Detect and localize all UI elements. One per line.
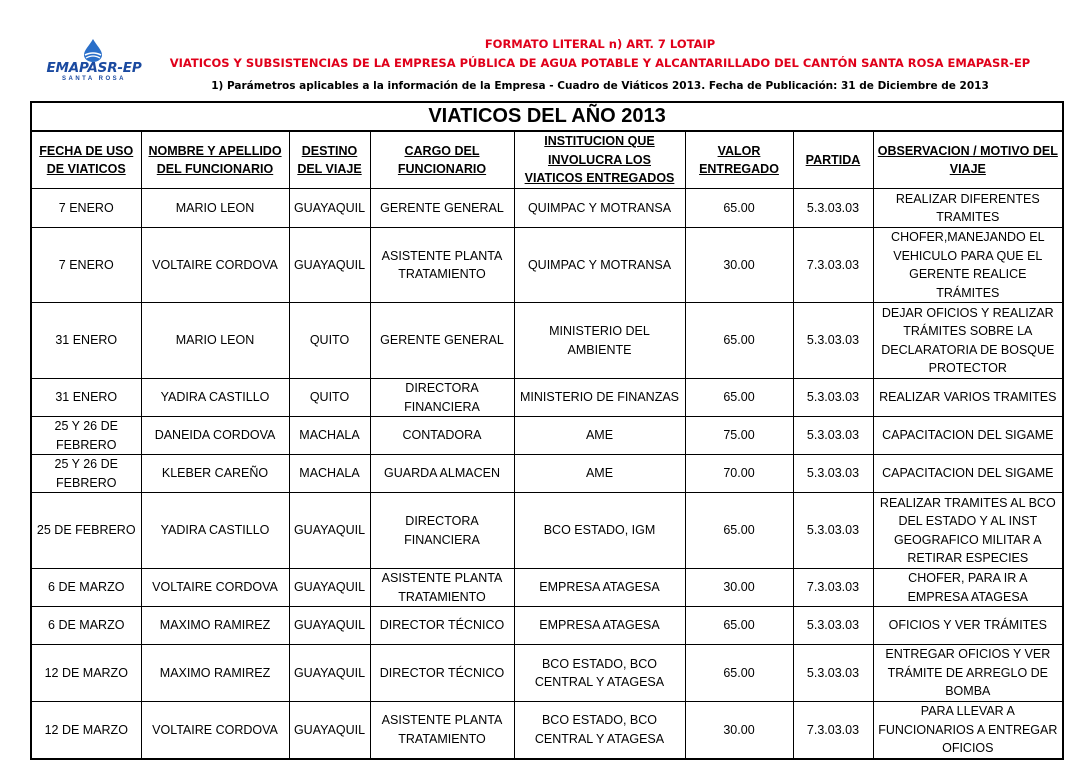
observacion-cell: ENTREGAR OFICIOS Y VER TRÁMITE DE ARREGLO DE BOMBA <box>873 645 1063 702</box>
fecha-cell: 25 DE FEBRERO <box>31 493 141 569</box>
observacion-cell: CHOFER, PARA IR A EMPRESA ATAGESA <box>873 569 1063 607</box>
table-title: VIATICOS DEL AÑO 2013 <box>31 102 1063 131</box>
table-row <box>31 189 1063 228</box>
publication-info: 1) Parámetros aplicables a la información de la Empresa - Cuadro de Viáticos 2013. Fecha de Publicación: 31 de Diciembre de 2013 <box>211 80 989 92</box>
institucion-cell: AME <box>514 417 685 455</box>
fecha-cell: 6 DE MARZO <box>31 569 141 607</box>
valor-cell: 65.00 <box>685 379 793 417</box>
cargo-cell: CONTADORA <box>370 417 514 455</box>
fecha-cell: 25 Y 26 DE FEBRERO <box>31 455 141 493</box>
logo-subtitle: SANTA ROSA <box>62 76 126 82</box>
company-title: VIATICOS Y SUBSISTENCIAS DE LA EMPRESA PÚBLICA DE AGUA POTABLE Y ALCANTARILLADO DEL CANTÓN SANTA ROSA EMAPASR-EP <box>169 56 1031 70</box>
observacion-cell: REALIZAR VARIOS TRAMITES <box>873 379 1063 417</box>
cargo-cell: ASISTENTE PLANTA TRATAMIENTO <box>370 228 514 303</box>
destino-cell: GUAYAQUIL <box>289 702 370 759</box>
table-row <box>31 607 1063 645</box>
cargo-cell: GERENTE GENERAL <box>370 303 514 379</box>
institucion-cell: BCO ESTADO, IGM <box>514 493 685 569</box>
institucion-cell: EMPRESA ATAGESA <box>514 569 685 607</box>
fecha-cell: 31 ENERO <box>31 379 141 417</box>
valor-cell: 65.00 <box>685 189 793 228</box>
column-header: INSTITUCION QUE INVOLUCRA LOS VIATICOS ENTREGADOS <box>514 131 685 189</box>
valor-cell: 65.00 <box>685 607 793 645</box>
cargo-cell: DIRECTOR TÉCNICO <box>370 645 514 702</box>
partida-cell: 5.3.03.03 <box>793 607 873 645</box>
institucion-cell: BCO ESTADO, BCO CENTRAL Y ATAGESA <box>514 702 685 759</box>
institucion-cell: MINISTERIO DE FINANZAS <box>514 379 685 417</box>
institucion-cell: MINISTERIO DEL AMBIENTE <box>514 303 685 379</box>
partida-cell: 5.3.03.03 <box>793 379 873 417</box>
table-row <box>31 455 1063 493</box>
fecha-cell: 7 ENERO <box>31 228 141 303</box>
destino-cell: GUAYAQUIL <box>289 189 370 228</box>
fecha-cell: 31 ENERO <box>31 303 141 379</box>
institucion-cell: BCO ESTADO, BCO CENTRAL Y ATAGESA <box>514 645 685 702</box>
column-header: FECHA DE USO DE VIATICOS <box>31 131 141 189</box>
table-row <box>31 379 1063 417</box>
destino-cell: QUITO <box>289 303 370 379</box>
cargo-cell: DIRECTOR TÉCNICO <box>370 607 514 645</box>
partida-cell: 5.3.03.03 <box>793 189 873 228</box>
nombre-cell: VOLTAIRE CORDOVA <box>141 228 289 303</box>
cargo-cell: GUARDA ALMACEN <box>370 455 514 493</box>
partida-cell: 7.3.03.03 <box>793 228 873 303</box>
table-body <box>31 189 1063 759</box>
destino-cell: GUAYAQUIL <box>289 493 370 569</box>
observacion-cell: CAPACITACION DEL SIGAME <box>873 417 1063 455</box>
table-row <box>31 569 1063 607</box>
destino-cell: QUITO <box>289 379 370 417</box>
observacion-cell: CHOFER,MANEJANDO EL VEHICULO PARA QUE EL GERENTE REALICE TRÁMITES <box>873 228 1063 303</box>
nombre-cell: MAXIMO RAMIREZ <box>141 645 289 702</box>
table-row <box>31 645 1063 702</box>
fecha-cell: 6 DE MARZO <box>31 607 141 645</box>
fecha-cell: 25 Y 26 DE FEBRERO <box>31 417 141 455</box>
destino-cell: GUAYAQUIL <box>289 569 370 607</box>
column-header: PARTIDA <box>793 131 873 189</box>
valor-cell: 65.00 <box>685 303 793 379</box>
observacion-cell: REALIZAR TRAMITES AL BCO DEL ESTADO Y AL INST GEOGRAFICO MILITAR A RETIRAR ESPECIES <box>873 493 1063 569</box>
partida-cell: 7.3.03.03 <box>793 569 873 607</box>
nombre-cell: KLEBER CAREÑO <box>141 455 289 493</box>
viaticos-table <box>30 101 1064 760</box>
observacion-cell: REALIZAR DIFERENTES TRAMITES <box>873 189 1063 228</box>
fecha-cell: 12 DE MARZO <box>31 645 141 702</box>
institucion-cell: QUIMPAC Y MOTRANSA <box>514 228 685 303</box>
valor-cell: 75.00 <box>685 417 793 455</box>
column-headers <box>31 131 1063 189</box>
format-title: FORMATO LITERAL n) ART. 7 LOTAIP <box>484 37 716 51</box>
nombre-cell: DANEIDA CORDOVA <box>141 417 289 455</box>
logo-brand: EMAPASR-EP <box>46 60 142 76</box>
destino-cell: GUAYAQUIL <box>289 228 370 303</box>
column-header: NOMBRE Y APELLIDO DEL FUNCIONARIO <box>141 131 289 189</box>
fecha-cell: 7 ENERO <box>31 189 141 228</box>
partida-cell: 7.3.03.03 <box>793 702 873 759</box>
nombre-cell: MARIO LEON <box>141 189 289 228</box>
nombre-cell: YADIRA CASTILLO <box>141 379 289 417</box>
institucion-cell: EMPRESA ATAGESA <box>514 607 685 645</box>
valor-cell: 30.00 <box>685 702 793 759</box>
destino-cell: MACHALA <box>289 455 370 493</box>
partida-cell: 5.3.03.03 <box>793 455 873 493</box>
table-row <box>31 228 1063 303</box>
valor-cell: 70.00 <box>685 455 793 493</box>
observacion-cell: PARA LLEVAR A FUNCIONARIOS A ENTREGAR OFICIOS <box>873 702 1063 759</box>
valor-cell: 65.00 <box>685 645 793 702</box>
fecha-cell: 12 DE MARZO <box>31 702 141 759</box>
destino-cell: GUAYAQUIL <box>289 607 370 645</box>
cargo-cell: ASISTENTE PLANTA TRATAMIENTO <box>370 702 514 759</box>
nombre-cell: MAXIMO RAMIREZ <box>141 607 289 645</box>
destino-cell: MACHALA <box>289 417 370 455</box>
destino-cell: GUAYAQUIL <box>289 645 370 702</box>
nombre-cell: VOLTAIRE CORDOVA <box>141 702 289 759</box>
observacion-cell: CAPACITACION DEL SIGAME <box>873 455 1063 493</box>
cargo-cell: DIRECTORA FINANCIERA <box>370 379 514 417</box>
partida-cell: 5.3.03.03 <box>793 417 873 455</box>
table-row <box>31 493 1063 569</box>
table-row <box>31 417 1063 455</box>
column-header: DESTINO DEL VIAJE <box>289 131 370 189</box>
valor-cell: 30.00 <box>685 228 793 303</box>
partida-cell: 5.3.03.03 <box>793 645 873 702</box>
table-row <box>31 303 1063 379</box>
partida-cell: 5.3.03.03 <box>793 303 873 379</box>
cargo-cell: GERENTE GENERAL <box>370 189 514 228</box>
institucion-cell: QUIMPAC Y MOTRANSA <box>514 189 685 228</box>
observacion-cell: OFICIOS Y VER TRÁMITES <box>873 607 1063 645</box>
valor-cell: 30.00 <box>685 569 793 607</box>
nombre-cell: MARIO LEON <box>141 303 289 379</box>
observacion-cell: DEJAR OFICIOS Y REALIZAR TRÁMITES SOBRE LA DECLARATORIA DE BOSQUE PROTECTOR <box>873 303 1063 379</box>
nombre-cell: VOLTAIRE CORDOVA <box>141 569 289 607</box>
column-header: CARGO DEL FUNCIONARIO <box>370 131 514 189</box>
cargo-cell: ASISTENTE PLANTA TRATAMIENTO <box>370 569 514 607</box>
institucion-cell: AME <box>514 455 685 493</box>
nombre-cell: YADIRA CASTILLO <box>141 493 289 569</box>
valor-cell: 65.00 <box>685 493 793 569</box>
column-header: OBSERVACION / MOTIVO DEL VIAJE <box>873 131 1063 189</box>
partida-cell: 5.3.03.03 <box>793 493 873 569</box>
cargo-cell: DIRECTORA FINANCIERA <box>370 493 514 569</box>
table-row <box>31 702 1063 759</box>
column-header: VALOR ENTREGADO <box>685 131 793 189</box>
